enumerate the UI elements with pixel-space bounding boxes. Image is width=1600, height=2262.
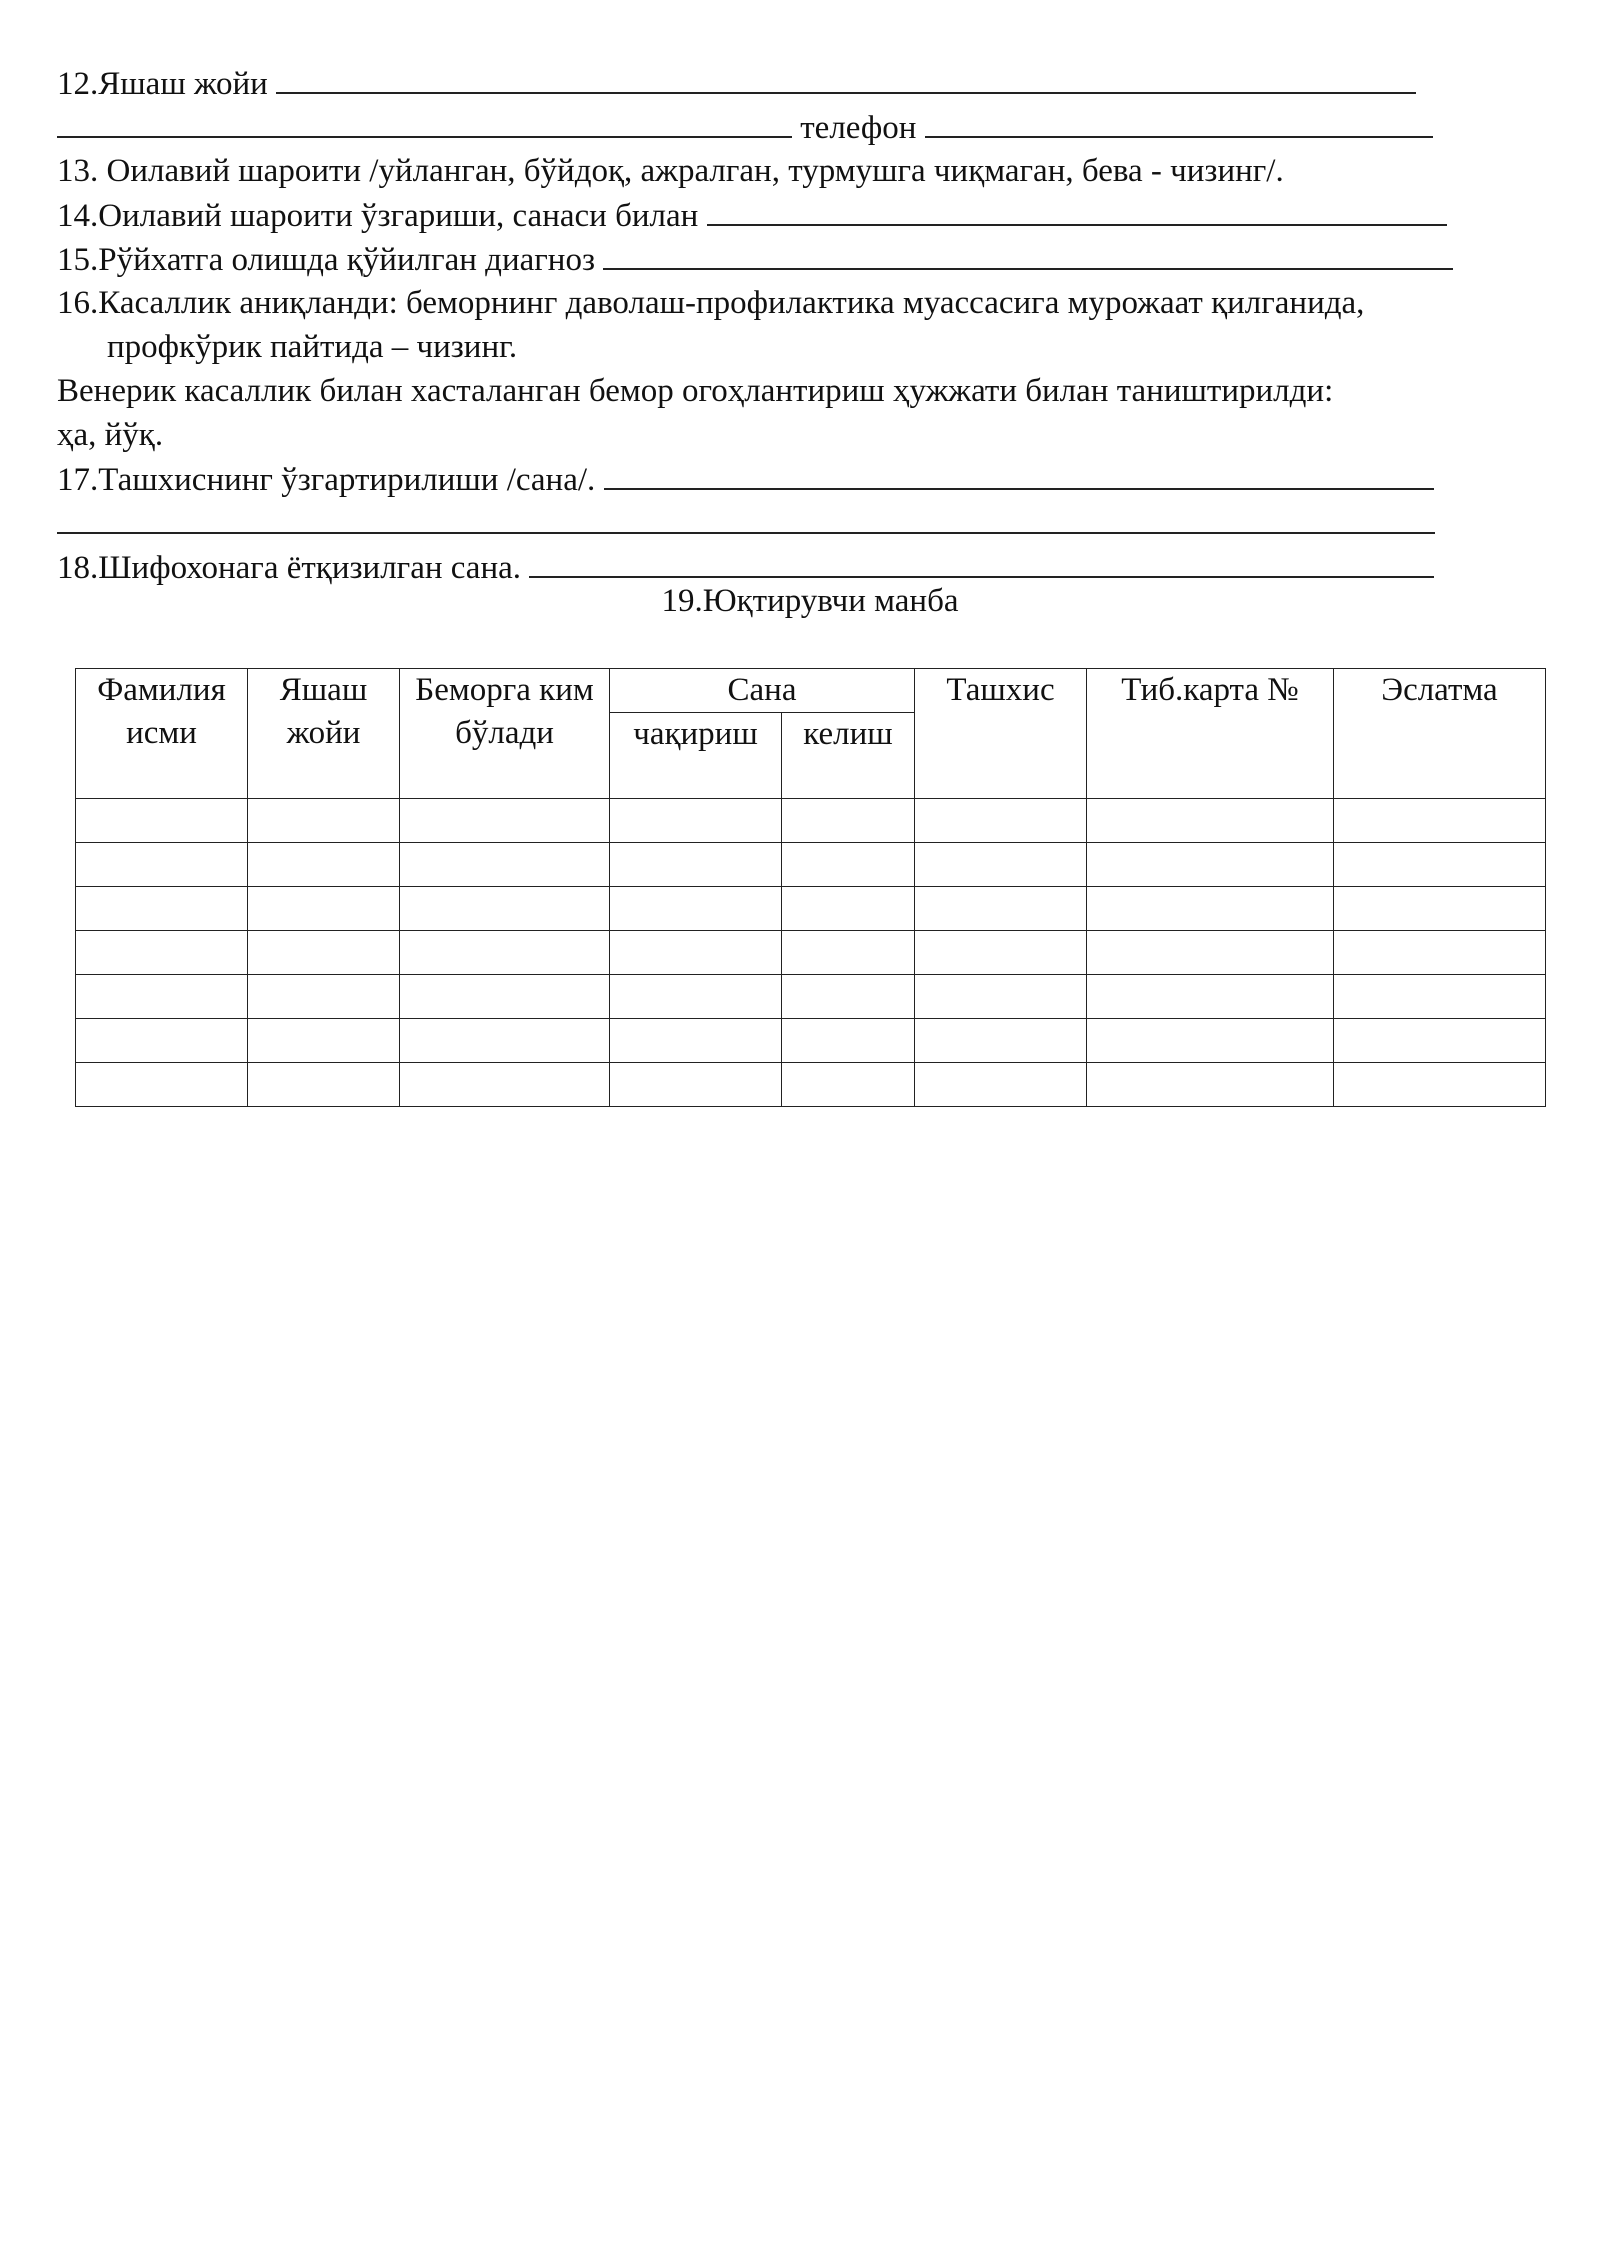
table-cell[interactable]: [76, 843, 248, 887]
table-cell[interactable]: [1087, 887, 1334, 931]
infection-source-table: [75, 668, 1546, 1107]
table-cell[interactable]: [248, 887, 400, 931]
diagnosis-change-field[interactable]: [604, 458, 1434, 490]
col-header-name: Фамилия исми: [76, 669, 248, 799]
table-cell[interactable]: [76, 975, 248, 1019]
table-cell[interactable]: [1087, 799, 1334, 843]
table-row: [76, 1063, 1546, 1107]
diagnosis-change-field-continued[interactable]: [57, 502, 1435, 534]
table-cell[interactable]: [76, 931, 248, 975]
table-cell[interactable]: [915, 1063, 1087, 1107]
table-cell[interactable]: [1334, 843, 1546, 887]
table-cell[interactable]: [782, 931, 915, 975]
table-cell[interactable]: [915, 799, 1087, 843]
table-row: [76, 843, 1546, 887]
item-12-residence: [57, 62, 1416, 106]
infection-source-rows: [76, 799, 1546, 1107]
table-cell[interactable]: [782, 799, 915, 843]
item-13-family-status: [57, 150, 1284, 193]
table-cell[interactable]: [915, 931, 1087, 975]
family-status-text: 13. Оилавий шароити /уйланган, бўйдоқ, ажралган, турмушга чиқмаган, бева - чизинг/.: [57, 153, 1284, 189]
table-cell[interactable]: [782, 1063, 915, 1107]
table-cell[interactable]: [1334, 1063, 1546, 1107]
table-cell[interactable]: [915, 1019, 1087, 1063]
item-17-continued: [57, 502, 1435, 546]
table-row: [76, 931, 1546, 975]
phone-field[interactable]: [925, 106, 1433, 138]
table-cell[interactable]: [610, 1019, 782, 1063]
table-cell[interactable]: [915, 843, 1087, 887]
table-cell[interactable]: [248, 1019, 400, 1063]
table-cell[interactable]: [1334, 1019, 1546, 1063]
table-cell[interactable]: [1334, 931, 1546, 975]
residence-field[interactable]: [276, 62, 1416, 94]
detection-text-line1: 16.Касаллик аниқланди: беморнинг даволаш-профилактика муассасига мурожаат қилганида,: [57, 285, 1365, 321]
item-12-phone: [57, 106, 1433, 150]
table-cell[interactable]: [610, 799, 782, 843]
col-header-date: Сана: [610, 669, 915, 713]
table-cell[interactable]: [400, 1019, 610, 1063]
table-cell[interactable]: [76, 887, 248, 931]
notice-text-line1: Венерик касаллик билан хасталанган бемор огоҳлантириш ҳужжати билан таништирилди:: [57, 373, 1334, 409]
table-cell[interactable]: [400, 843, 610, 887]
table-cell[interactable]: [1087, 975, 1334, 1019]
col-header-relation: Беморга ким бўлади: [400, 669, 610, 799]
col-header-date-called: чақириш: [610, 713, 782, 799]
detection-text-line2: профкўрик пайтида – чизинг.: [107, 329, 518, 365]
family-change-label: 14.Оилавий шароити ўзгариши, санаси билан: [57, 198, 699, 234]
item-16-detection-cont: [107, 326, 517, 369]
notice-line-1: [57, 370, 1333, 413]
table-cell[interactable]: [400, 931, 610, 975]
table-cell[interactable]: [610, 843, 782, 887]
table-cell[interactable]: [782, 843, 915, 887]
residence-field-continued[interactable]: [57, 106, 792, 138]
table-cell[interactable]: [610, 887, 782, 931]
table-cell[interactable]: [782, 1019, 915, 1063]
table-cell[interactable]: [248, 931, 400, 975]
registration-diagnosis-label: 15.Рўйхатга олишда қўйилган диагноз: [57, 242, 596, 278]
table-cell[interactable]: [610, 1063, 782, 1107]
table-cell[interactable]: [782, 887, 915, 931]
family-change-field[interactable]: [707, 194, 1447, 226]
infection-source-heading: 19.Юқтирувчи манба: [661, 583, 959, 619]
table-cell[interactable]: [610, 931, 782, 975]
table-cell[interactable]: [248, 975, 400, 1019]
table-cell[interactable]: [1334, 887, 1546, 931]
table-cell[interactable]: [400, 1063, 610, 1107]
diagnosis-change-label: 17.Ташхиснинг ўзгартирилиши /сана/.: [57, 462, 596, 498]
table-cell[interactable]: [915, 975, 1087, 1019]
table-cell[interactable]: [76, 799, 248, 843]
phone-label: телефон: [800, 110, 917, 146]
table-cell[interactable]: [76, 1019, 248, 1063]
table-cell[interactable]: [610, 975, 782, 1019]
table-cell[interactable]: [1087, 843, 1334, 887]
table-row: [76, 975, 1546, 1019]
notice-line-2: [57, 414, 163, 457]
col-header-residence: Яшаш жойи: [248, 669, 400, 799]
table-cell[interactable]: [248, 843, 400, 887]
residence-label: 12.Яшаш жойи: [57, 66, 268, 102]
col-header-note: Эслатма: [1334, 669, 1546, 799]
notice-text-line2: ҳа, йўқ.: [57, 417, 164, 453]
hospitalization-date-field[interactable]: [529, 546, 1434, 578]
registration-diagnosis-field[interactable]: [603, 238, 1453, 270]
table-cell[interactable]: [915, 887, 1087, 931]
table-row: [76, 887, 1546, 931]
col-header-med-card: Тиб.карта №: [1087, 669, 1334, 799]
table-cell[interactable]: [1087, 1019, 1334, 1063]
item-14-family-change: [57, 194, 1447, 238]
col-header-diagnosis: Ташхис: [915, 669, 1087, 799]
table-row: [76, 799, 1546, 843]
item-15-diagnosis: [57, 238, 1453, 282]
table-cell[interactable]: [400, 799, 610, 843]
table-row: [76, 1019, 1546, 1063]
hospitalization-date-label: 18.Шифохонага ётқизилган сана.: [57, 550, 522, 586]
table-cell[interactable]: [1334, 799, 1546, 843]
item-16-detection: [57, 282, 1364, 325]
table-cell[interactable]: [782, 975, 915, 1019]
table-cell[interactable]: [400, 975, 610, 1019]
table-cell[interactable]: [1334, 975, 1546, 1019]
table-cell[interactable]: [1087, 1063, 1334, 1107]
col-header-date-arrived: келиш: [782, 713, 915, 799]
table-cell[interactable]: [400, 887, 610, 931]
table-cell[interactable]: [248, 799, 400, 843]
table-cell[interactable]: [248, 1063, 400, 1107]
table-cell[interactable]: [76, 1063, 248, 1107]
item-17-diagnosis-change: [57, 458, 1434, 502]
table-cell[interactable]: [1087, 931, 1334, 975]
